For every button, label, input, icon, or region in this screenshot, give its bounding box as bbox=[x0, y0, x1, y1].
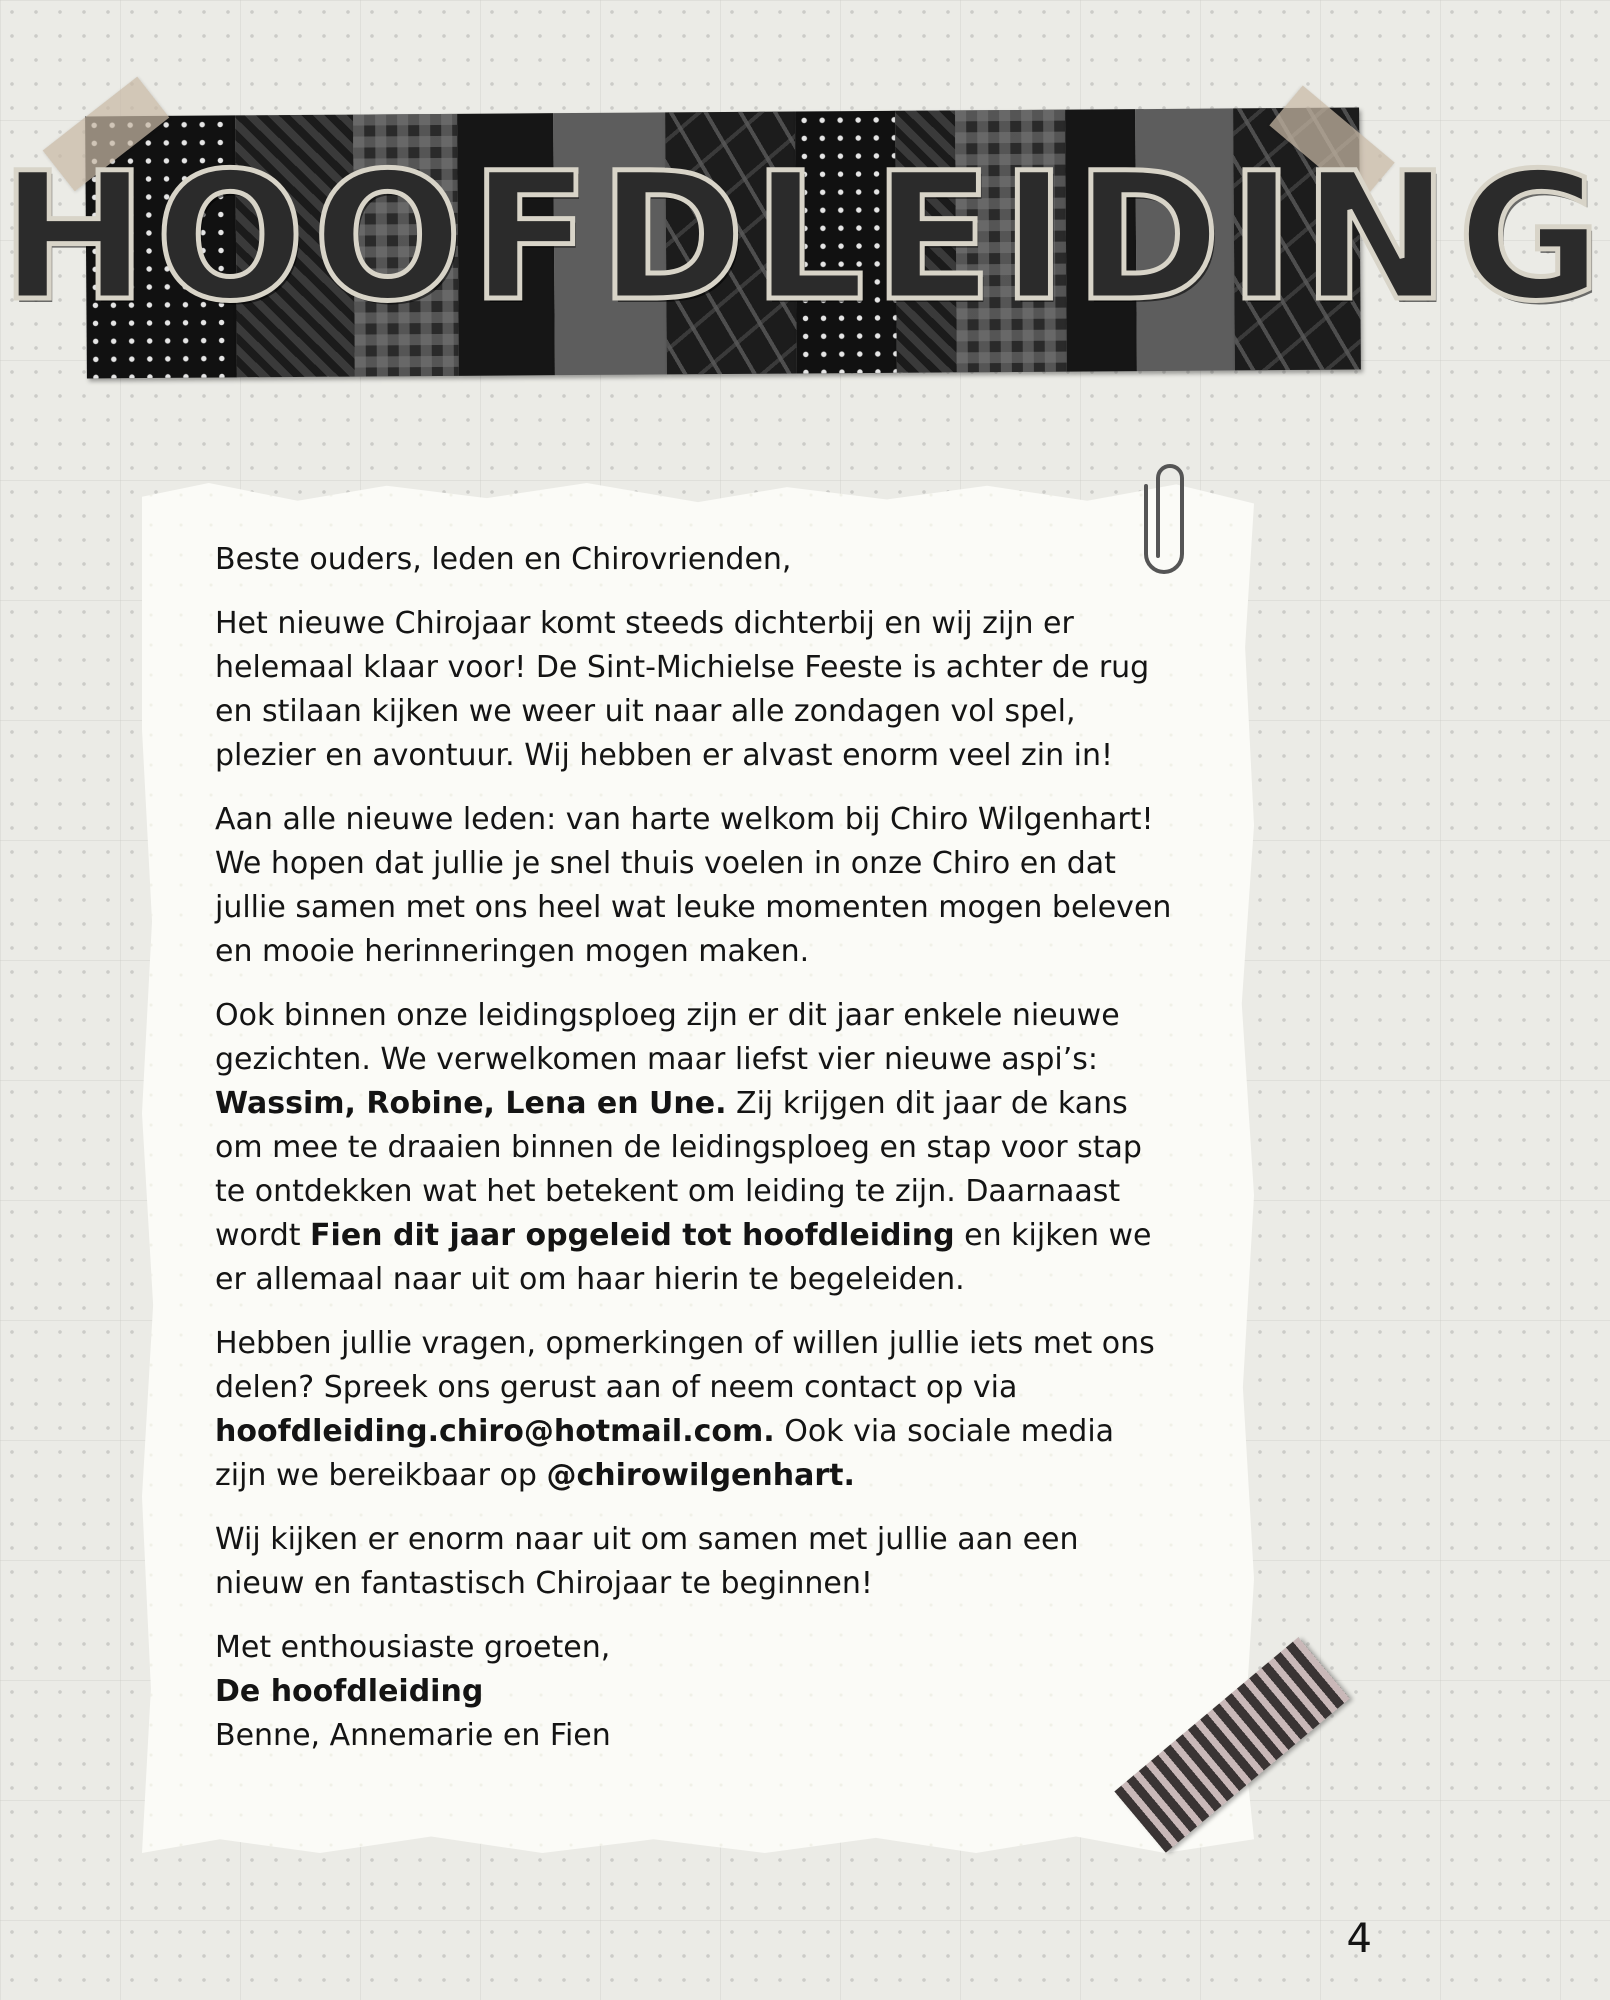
page-title: HOOFDLEIDING bbox=[0, 135, 1610, 340]
letter-paragraph-3 bbox=[215, 994, 1175, 1302]
new-aspi-names: Wassim, Robine, Lena en Une. bbox=[215, 1086, 727, 1121]
fien-highlight: Fien dit jaar opgeleid tot hoofdleiding bbox=[310, 1218, 955, 1253]
p3-text-a: Ook binnen onze leidingsploeg zijn er dit jaar enkele nieuwe gezichten. We verwelkomen maar liefst vier nieuwe aspi’s: bbox=[215, 998, 1120, 1077]
signature-names: Benne, Annemarie en Fien bbox=[215, 1718, 611, 1753]
p4-text-b: Ook via sociale media zijn we bereikbaar op bbox=[215, 1414, 1115, 1493]
letter-greeting: Beste ouders, leden en Chirovrienden, bbox=[215, 542, 792, 577]
letter-paragraph-2: Aan alle nieuwe leden: van harte welkom bij Chiro Wilgenhart! We hopen dat jullie je snel thuis voelen in onze Chiro en dat jullie samen met ons heel wat leuke momenten mogen beleven en mooie herinneringen mogen maken. bbox=[215, 802, 1172, 969]
letter-paragraph-4 bbox=[215, 1322, 1175, 1498]
letter-signature bbox=[215, 1626, 1175, 1758]
p4-text-a: Hebben jullie vragen, opmerkingen of willen jullie iets met ons delen? Spreek ons gerust aan of neem contact op via bbox=[215, 1326, 1155, 1405]
social-handle[interactable]: @chirowilgenhart. bbox=[546, 1458, 855, 1493]
letter-paragraph-5: Wij kijken er enorm naar uit om samen met jullie aan een nieuw en fantastisch Chirojaar te beginnen! bbox=[215, 1522, 1079, 1601]
p3-text-b: Zij krijgen dit jaar de kans om mee te draaien binnen de leidingsploeg en stap voor stap te ontdekken wat het betekent om leiding te zijn. Daarnaast wordt bbox=[215, 1086, 1142, 1253]
letter-paragraph-1: Het nieuwe Chirojaar komt steeds dichterbij en wij zijn er helemaal klaar voor! De Sint-Michielse Feeste is achter de rug en stilaan kijken we weer uit naar alle zondagen vol spel, plezier en avontuur. Wij hebben er alvast enorm veel zin in! bbox=[215, 606, 1150, 773]
signature-title bbox=[215, 1670, 1175, 1714]
signature-title-text: De hoofdleiding bbox=[215, 1674, 484, 1709]
page-number: 4 bbox=[1346, 1916, 1372, 1962]
contact-email[interactable]: hoofdleiding.chiro@hotmail.com. bbox=[215, 1414, 775, 1449]
letter-body bbox=[215, 538, 1175, 1758]
p3-text-c: en kijken we er allemaal naar uit om haar hierin te begeleiden. bbox=[215, 1218, 1152, 1297]
closing-line: Met enthousiaste groeten, bbox=[215, 1630, 611, 1665]
